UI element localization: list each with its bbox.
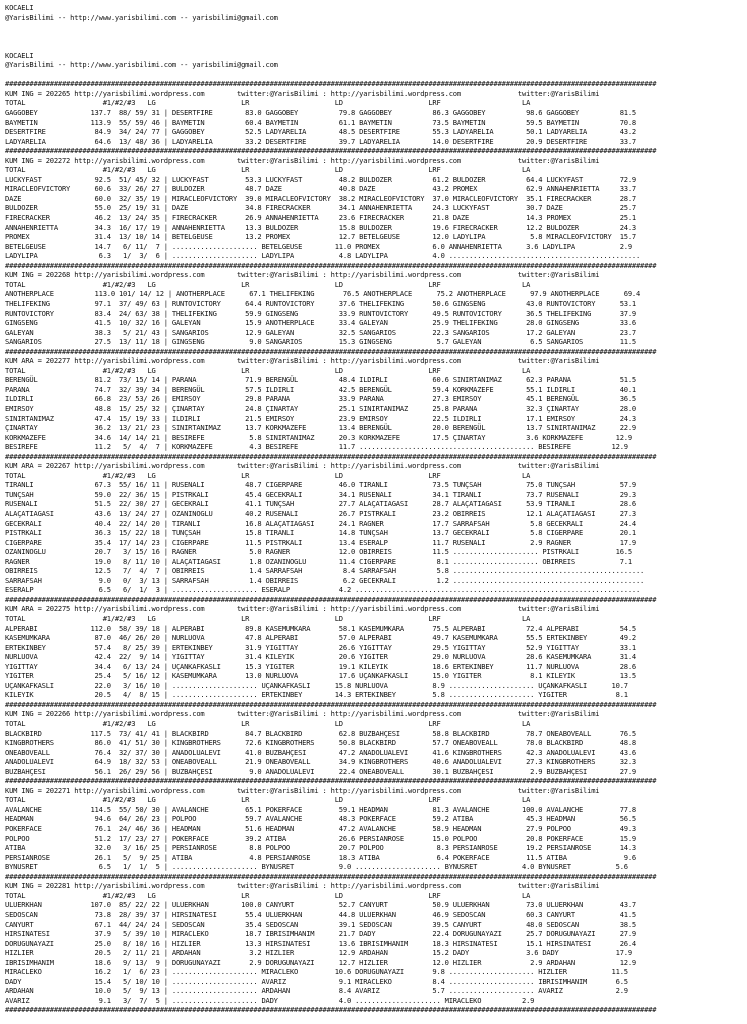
horse-row: ULUERKHAN 107.0 85/ 22/ 22 | ULUERKHAN 100.0 CANYURT 52.7 CANYURT 50.9 ULUERKHAN 73.0 ULUERKHAN 43.7 [5,900,636,910]
horse-row: BESIREFE 11.2 5/ 4/ 7 | KORKMAZEFE 4.3 BESIREFE 11.7 ........................................... BESIREFE 12.9 [5,442,628,452]
race-section [5,156,747,261]
horse-row: OZANINOGLU 20.7 3/ 15/ 16 | RAGNER 5.0 RAGNER 12.0 OBIRREIS 11.5 ..................... PISTRKALI 16.5 [5,547,632,557]
horse-row: KILEYIK 20.5 4/ 8/ 15 | ..................... ERTEKINBEY 14.3 ERTEKINBEY 5.8 ..................... YIGITER 8.1 [5,690,628,700]
race-header-line: KUM ARA = 202267 http://yarisbilimi.wordpress.com twitter:@YarisBilimi : http://yarisbilimi.wordpress.com twitter:@YarisBilimi [5,461,600,471]
horse-row: DADY 15.4 5/ 10/ 10 | ..................... AVARIZ 9.1 MIRACLEKO 8.4 ..................... IBRISIMHANIM 6.5 [5,976,628,986]
document-title-repeat: KOCAELI [5,50,34,60]
horse-row: PARANA 74.7 32/ 39/ 34 | BERENGÜL 57.5 ILDIRLI 42.5 BERENGÜL 59.4 KORKMAZEFE 55.1 ILDIRLI 40.1 [5,384,636,394]
horse-row: KINGBROTHERS 86.0 41/ 51/ 30 | KINGBROTHERS 72.6 KINGBROTHERS 50.8 BLACKBIRD 57.7 ONEABOVEALL 78.0 BLACKBIRD 48.8 [5,738,636,748]
horse-row: RAGNER 19.0 8/ 11/ 10 | ALAÇATIAGASI 1.8 OZANINOGLU 11.4 CIGERPARE 8.1 ..................... OBIRREIS 7.1 [5,556,632,566]
horse-row: ALAÇATIAGASI 43.6 13/ 24/ 27 | OZANINOGLU 40.2 RUSENALI 26.7 PISTRKALI 23.2 OBIRREIS 12.1 ALAÇATIAGASI 27.3 [5,508,636,518]
horse-row: DORUGUNAYAZI 25.0 8/ 10/ 16 | HIZLIER 13.3 HIRSINATESI 13.6 IBRISIMHANIM 18.3 HIRSINATESI 15.1 HIRSINATESI 26.4 [5,938,636,948]
horse-row: ATIBA 32.0 3/ 16/ 25 | PERSIANROSE 8.8 POLPOO 20.7 POLPOO 8.3 PERSIANROSE 19.2 PERSIANROSE 14.3 [5,843,636,853]
horse-row: GALEYAN 38.3 5/ 21/ 43 | SANGARIOS 12.9 GALEYAN 32.5 SANGARIOS 22.3 SANGARIOS 17.2 GALEYAN 23.7 [5,327,636,337]
race-header-line: KUM ARA = 202277 http://yarisbilimi.wordpress.com twitter:@YarisBilimi : http://yarisbilimi.wordpress.com twitter:@YarisBilimi [5,356,600,366]
horse-row: ARDAHAN 10.0 5/ 9/ 13 | ..................... ARDAHAN 8.4 AVARIZ 5.7 ..................... AVARIZ 2.9 [5,986,628,996]
horse-row: ERTEKINBEY 57.4 8/ 25/ 39 | ERTEKINBEY 31.9 YIGITTAY 26.6 YIGITTAY 29.5 YIGITTAY 52.9 YIGITTAY 33.1 [5,642,636,652]
race-header-line: KUM ARA = 202275 http://yarisbilimi.wordpress.com twitter:@YarisBilimi : http://yarisbilimi.wordpress.com twitter:@YarisBilimi [5,604,600,614]
hash-separator: ################################################################################################################################################################ [5,699,657,709]
blank-line [5,22,747,32]
horse-row: TUNÇSAH 59.0 22/ 36/ 15 | PISTRKALI 45.4 GECEKRALI 34.1 RUSENALI 34.1 TIRANLI 73.7 RUSENALI 29.3 [5,489,636,499]
horse-row: PROMEX 31.4 13/ 10/ 14 | BETELGEUSE 13.2 PROMEX 12.7 BETELGEUSE 12.0 LADYLIPA 5.8 MIRACLEOFVICTORY 15.7 [5,232,636,242]
blank-line [5,70,747,80]
race-section [5,270,747,346]
column-header-line: TOTAL #1/#2/#3 LG LR LD LRF LA [5,470,531,480]
horse-row: AVARIZ 9.1 3/ 7/ 5 | ..................... DADY 4.0 ..................... MIRACLEKO 2.9 [5,995,535,1005]
horse-row: POLPOO 51.2 17/ 23/ 27 | POKERFACE 39.2 ATIBA 26.6 PERSIANROSE 15.0 POLPOO 20.8 POKERFACE 15.9 [5,833,636,843]
horse-row: PISTRKALI 36.3 15/ 22/ 18 | TUNÇSAH 15.8 TIRANLI 14.8 TUNÇSAH 13.7 GECEKRALI 5.8 CIGERPARE 20.1 [5,528,636,538]
race-section [5,604,747,699]
horse-row: MIRACLEKO 16.2 1/ 6/ 23 | ..................... MIRACLEKO 10.6 DORUGUNAYAZI 9.8 ..................... HIZLIER 11.5 [5,967,628,977]
column-header-line: TOTAL #1/#2/#3 LG LR LD LRF LA [5,279,531,289]
horse-row: UÇANKAFKASLI 22.0 3/ 16/ 10 | ..................... UÇANKAFKASLI 15.8 NURLUOVA 8.9 ..................... UÇANKAFKASLI 10.7 [5,680,628,690]
horse-row: KASEMUMKARA 87.0 46/ 26/ 20 | NURLUOVA 47.8 ALPERABI 57.0 ALPERABI 49.7 KASEMUMKARA 55.5 ERTEKINBEY 49.2 [5,633,636,643]
horse-row: HEADMAN 94.6 64/ 26/ 23 | POLPOO 59.7 AVALANCHE 48.3 POKERFACE 59.2 ATIBA 45.3 HEADMAN 56.5 [5,814,636,824]
race-sections [5,79,747,1015]
horse-row: AVALANCHE 114.5 55/ 50/ 30 | AVALANCHE 65.1 POKERFACE 59.1 HEADMAN 81.3 AVALANCHE 100.0 AVALANCHE 77.8 [5,804,636,814]
column-header-line: TOTAL #1/#2/#3 LG LR LD LRF LA [5,365,531,375]
column-header-line: TOTAL #1/#2/#3 LG LR LD LRF LA [5,614,531,623]
horse-row: BETELGEUSE 14.7 6/ 11/ 7 | ..................... BETELGEUSE 11.0 PROMEX 6.0 ANNAHENRIETTA 3.6 LADYLIPA 2.9 [5,241,632,251]
hash-separator: ################################################################################################################################################################ [5,871,657,881]
horse-row: GINGSENG 41.5 10/ 32/ 16 | GALEYAN 15.9 ANOTHERPLACE 33.4 GALEYAN 25.9 THELIFEKING 28.0 GINGSENG 33.6 [5,318,636,328]
horse-row: LADYARELIA 64.6 13/ 48/ 36 | LADYARELIA 33.2 DESERTFIRE 39.7 LADYARELIA 14.0 DESERTFIRE 20.9 DESERTFIRE 33.7 [5,136,636,146]
horse-row: RUSENALI 51.5 22/ 30/ 27 | GECEKRALI 41.1 TUNÇSAH 27.7 ALAÇATIAGASI 28.7 ALAÇATIAGASI 53.9 TIRANLI 28.6 [5,499,636,509]
horse-row: LUCKYFAST 92.5 51/ 45/ 32 | LUCKYFAST 53.3 LUCKYFAST 48.2 BULDOZER 61.2 BULDOZER 64.4 LUCKYFAST 72.9 [5,174,636,184]
blank-line [5,32,747,42]
column-header-line: TOTAL #1/#2/#3 LG LR LD LRF LA [5,795,531,805]
hash-separator: ################################################################################################################################################################ [5,346,657,356]
horse-row: ESERALP 6.5 6/ 1/ 3 | ..................... ESERALP 4.2 ...................................................................... [5,585,641,595]
hash-separator: ################################################################################################################################################################ [5,146,657,156]
horse-row: ILDIRLI 66.8 23/ 53/ 26 | EMIRSOY 29.8 PARANA 33.9 PARANA 27.3 EMIRSOY 45.1 BERENGÜL 36.5 [5,394,636,404]
horse-row: SINIRTANIMAZ 47.4 15/ 19/ 33 | ILDIRLI 21.5 EMIRSOY 23.9 EMIRSOY 22.5 ILDIRLI 17.1 EMIRSOY 24.3 [5,413,636,423]
horse-row: RUNTOVICTORY 83.4 24/ 63/ 38 | THELIFEKING 59.9 GINGSENG 33.9 RUNTOVICTORY 49.5 RUNTOVICTORY 36.5 THELIFEKING 37.9 [5,308,636,318]
document-title: KOCAELI [5,3,34,12]
horse-row: BUZBAHÇESI 56.1 26/ 29/ 56 | BUZBAHÇESI 9.0 ANADOLUALEVI 22.4 ONEABOVEALL 30.1 BUZBAHÇESI 2.9 BUZBAHÇESI 27.9 [5,766,636,776]
blank-line [5,41,747,51]
horse-row: FIRECRACKER 46.2 13/ 24/ 35 | FIRECRACKER 26.9 ANNAHENRIETTA 23.6 FIRECRACKER 21.8 DAZE 14.3 PROMEX 25.1 [5,213,636,223]
horse-row: OBIRREIS 12.5 7/ 4/ 7 | OBIRREIS 1.4 SARRAFSAH 8.4 SARRAFSAH 5.8 ............................................... [5,566,645,576]
horse-row: SANGARIOS 27.5 13/ 11/ 18 | GINGSENG 9.0 SANGARIOS 15.3 GINGSENG 5.7 GALEYAN 6.5 SANGARIOS 11.5 [5,337,636,347]
hash-separator: ################################################################################################################################################################ [5,260,657,270]
horse-row: DESERTFIRE 84.9 34/ 24/ 77 | GAGGOBEY 52.5 LADYARELIA 48.5 DESERTFIRE 55.3 LADYARELIA 50.1 LADYARELIA 43.2 [5,127,636,137]
race-header-line: KUM ING = 202266 http://yarisbilimi.wordpress.com twitter:@YarisBilimi : http://yarisbilimi.wordpress.com twitter:@YarisBilimi [5,709,600,719]
horse-row: ANOTHERPLACE 113.0 101/ 14/ 12 | ANOTHERPLACE 67.1 THELIFEKING 76.5 ANOTHERPLACE 75.2 ANOTHERPLACE 97.9 ANOTHERPLACE 69.4 [5,289,641,299]
horse-row: HIRSINATESI 37.9 5/ 39/ 10 | MIRACLEKO 18.7 IBRISIMHANIM 21.7 DADY 22.4 DORUGUNAYAZI 25.7 DORUGUNAYAZI 27.9 [5,929,636,939]
race-header-line: KUM ING = 202265 http://yarisbilimi.wordpress.com twitter:@YarisBilimi : http://yarisbilimi.wordpress.com twitter:@YarisBilimi [5,88,600,98]
horse-row: ÇINARTAY 36.2 13/ 21/ 23 | SINIRTANIMAZ 13.7 KORKMAZEFE 13.4 BERENGÜL 20.0 BERENGÜL 13.7 SINIRTANIMAZ 22.9 [5,423,636,433]
horse-row: NURLUOVA 42.4 22/ 9/ 14 | YIGITTAY 31.4 KILEYIK 20.6 YIGITER 29.0 NURLUOVA 28.6 KASEMUMKARA 31.4 [5,652,636,662]
horse-row: HIZLIER 20.5 2/ 11/ 21 | ARDAHAN 3.2 HIZLIER 12.9 ARDAHAN 15.2 DADY 3.6 DADY 17.9 [5,948,632,958]
column-header-line: TOTAL #1/#2/#3 LG LR LD LRF LA [5,719,531,729]
column-header-line: TOTAL #1/#2/#3 LG LR LD LRF LA [5,165,531,175]
horse-row: BULDOZER 55.0 25/ 19/ 31 | DAZE 34.8 FIRECRACKER 34.1 ANNAHENRIETTA 24.3 LUCKYFAST 30.7 DAZE 25.7 [5,203,636,213]
hash-separator: ################################################################################################################################################################ [5,1005,657,1015]
horse-row: IBRISIMHANIM 18.6 9/ 13/ 9 | DORUGUNAYAZI 2.9 DORUGUNAYAZI 12.7 HIZLIER 12.0 HIZLIER 2.9 ARDAHAN 12.9 [5,957,636,967]
column-header-line: TOTAL #1/#2/#3 LG LR LD LRF LA [5,98,531,108]
race-section [5,786,747,872]
horse-row: DAZE 60.0 32/ 35/ 19 | MIRACLEOFVICTORY 39.0 MIRACLEOFVICTORY 38.2 MIRACLEOFVICTORY 37.0 MIRACLEOFVICTORY 35.1 FIRECRACKER 28.7 [5,193,636,203]
race-section [5,709,747,776]
horse-row: GECEKRALI 40.4 22/ 14/ 20 | TIRANLI 16.8 ALAÇATIAGASI 24.1 RAGNER 17.7 SARRAFSAH 5.8 GECEKRALI 24.4 [5,518,636,528]
horse-row: BERENGÜL 81.2 73/ 15/ 14 | PARANA 71.9 BERENGÜL 48.4 ILDIRLI 60.6 SINIRTANIMAZ 62.3 PARANA 51.5 [5,375,636,385]
horse-row: CANYURT 67.1 44/ 24/ 24 | SEDOSCAN 35.4 SEDOSCAN 39.1 SEDOSCAN 39.5 CANYURT 48.0 SEDOSCAN 38.5 [5,919,636,929]
horse-row: THELIFEKING 97.1 37/ 49/ 63 | RUNTOVICTORY 64.4 RUNTOVICTORY 37.6 THELIFEKING 50.6 GINGSENG 43.0 RUNTOVICTORY 53.1 [5,298,636,308]
horse-row: SARRAFSAH 9.0 0/ 3/ 13 | SARRAFSAH 1.4 OBIRREIS 6.2 GECEKRALI 1.2 ............................................... [5,575,645,585]
race-section [5,881,747,1005]
horse-row: LADYLIPA 6.3 1/ 3/ 6 | ..................... LADYLIPA 4.8 LADYLIPA 4.0 ............................................... [5,251,641,261]
horse-row: BAYMETIN 113.9 55/ 59/ 46 | BAYMETIN 60.4 BAYMETIN 61.1 BAYMETIN 73.5 BAYMETIN 59.5 BAYMETIN 70.8 [5,117,636,127]
horse-row: ANADOLUALEVI 64.9 18/ 32/ 53 | ONEABOVEALL 21.9 ONEABOVEALL 34.9 KINGBROTHERS 40.6 ANADOLUALEVI 27.3 KINGBROTHERS 32.3 [5,757,636,767]
horse-row: PERSIANROSE 26.1 5/ 9/ 25 | ATIBA 4.8 PERSIANROSE 18.3 ATIBA 6.4 POKERFACE 11.5 ATIBA 9.6 [5,852,636,862]
horse-row: KORKMAZEFE 34.6 14/ 14/ 21 | BESIREFE 5.8 SINIRTANIMAZ 20.3 KORKMAZEFE 17.5 ÇINARTAY 3.6 KORKMAZEFE 12.9 [5,432,632,442]
hash-separator: ################################################################################################################################################################ [5,776,657,786]
race-header-line: KUM ING = 202268 http://yarisbilimi.wordpress.com twitter:@YarisBilimi : http://yarisbilimi.wordpress.com twitter:@YarisBilimi [5,270,600,280]
horse-row: YIGITTAY 34.4 6/ 13/ 24 | UÇANKAFKASLI 15.3 YIGITER 19.1 KILEYIK 18.6 ERTEKINBEY 11.7 NURLUOVA 28.6 [5,661,636,671]
horse-row: TIRANLI 67.3 55/ 16/ 11 | RUSENALI 48.7 CIGERPARE 46.0 TIRANLI 73.5 TUNÇSAH 75.0 TUNÇSAH 57.9 [5,480,636,490]
race-section [5,356,747,451]
horse-row: SEDOSCAN 73.8 28/ 39/ 37 | HIRSINATESI 55.4 ULUERKHAN 44.8 ULUERKHAN 46.9 SEDOSCAN 60.3 CANYURT 41.5 [5,909,636,919]
horse-row: GAGGOBEY 137.7 88/ 59/ 31 | DESERTFIRE 83.0 GAGGOBEY 79.8 GAGGOBEY 86.3 GAGGOBEY 98.6 GAGGOBEY 81.5 [5,108,636,118]
race-section [5,461,747,595]
horse-row: POKERFACE 76.1 24/ 46/ 36 | HEADMAN 51.6 HEADMAN 47.2 AVALANCHE 58.9 HEADMAN 27.9 POLPOO 49.3 [5,824,636,834]
contact-line: @YarisBilimi -- http://www.yarisbilimi.com -- yarisbilimi@gmail.com [5,12,278,22]
horse-row: CIGERPARE 35.4 17/ 14/ 23 | CIGERPARE 11.5 PISTRKALI 13.4 ESERALP 11.7 RUSENALI 2.9 RAGNER 17.9 [5,537,636,547]
horse-row: MIRACLEOFVICTORY 60.6 33/ 26/ 27 | BULDOZER 48.7 DAZE 40.8 DAZE 43.2 PROMEX 62.9 ANNAHENRIETTA 33.7 [5,184,636,194]
race-header-line: KUM ING = 202272 http://yarisbilimi.wordpress.com twitter:@YarisBilimi : http://yarisbilimi.wordpress.com twitter:@YarisBilimi [5,155,600,165]
hash-separator: ################################################################################################################################################################ [5,594,657,604]
contact-line-repeat: @YarisBilimi -- http://www.yarisbilimi.com -- yarisbilimi@gmail.com [5,60,278,70]
horse-row: BLACKBIRD 117.5 73/ 41/ 41 | BLACKBIRD 84.7 BLACKBIRD 62.8 BUZBAHÇESI 58.8 BLACKBIRD 78.7 ONEABOVEALL 76.5 [5,728,636,738]
horse-row: BYNUSRET 6.5 1/ 1/ 5 | ..................... BYNUSRET 9.0 ..................... BYNUSRET 4.0 BYNUSRET 5.6 [5,862,628,872]
horse-row: ALPERABI 112.0 58/ 39/ 18 | ALPERABI 89.8 KASEMUMKARA 58.1 KASEMUMKARA 75.5 ALPERABI 72.4 ALPERABI 54.5 [5,623,636,633]
race-header-line: KUM ING = 202281 http://yarisbilimi.wordpress.com twitter:@YarisBilimi : http://yarisbilimi.wordpress.com twitter:@YarisBilimi [5,881,600,891]
hash-separator: ################################################################################################################################################################ [5,79,657,89]
horse-row: YIGITER 25.4 5/ 16/ 12 | KASEMUMKARA 13.0 NURLUOVA 17.6 UÇANKAFKASLI 15.0 YIGITER 8.1 KILEYIK 13.5 [5,671,636,681]
race-header-line: KUM ING = 202271 http://yarisbilimi.wordpress.com twitter:@YarisBilimi : http://yarisbilimi.wordpress.com twitter:@YarisBilimi [5,785,600,795]
horse-row: EMIRSOY 48.8 15/ 25/ 32 | ÇINARTAY 24.8 ÇINARTAY 25.1 SINIRTANIMAZ 25.8 PARANA 32.3 ÇINARTAY 28.0 [5,403,636,413]
horse-row: ANNAHENRIETTA 34.3 16/ 17/ 19 | ANNAHENRIETTA 13.3 BULDOZER 15.8 BULDOZER 19.6 FIRECRACKER 12.2 BULDOZER 24.3 [5,222,636,232]
hash-separator: ################################################################################################################################################################ [5,451,657,461]
horse-row: ONEABOVEALL 76.4 32/ 37/ 30 | ANADOLUALEVI 41.0 BUZBAHÇESI 47.2 ANADOLUALEVI 41.6 KINGBROTHERS 42.3 ANADOLUALEVI 43.6 [5,747,636,757]
race-section [5,89,747,146]
column-header-line: TOTAL #1/#2/#3 LG LR LD LRF LA [5,890,531,900]
